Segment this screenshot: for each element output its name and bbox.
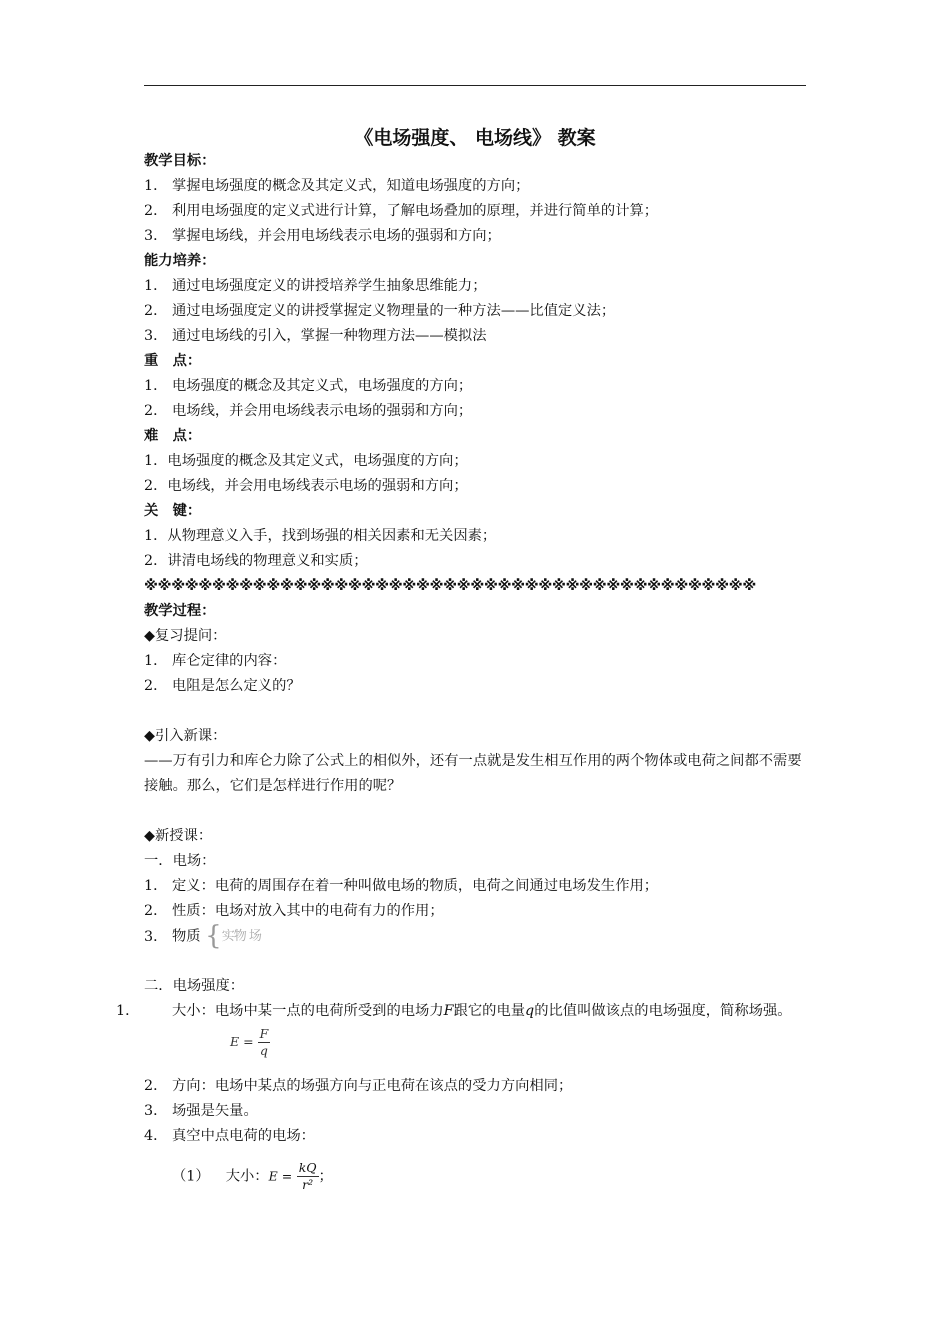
- list-item: 3． 场强是矢量。: [144, 1103, 258, 1119]
- brace-icon: {: [205, 921, 222, 951]
- new-lesson-heading: ◆新授课：: [144, 828, 213, 844]
- list-item: 4． 真空中点电荷的电场：: [144, 1128, 315, 1144]
- list-item: 2． 性质：电场对放入其中的电荷有力的作用；: [144, 903, 444, 919]
- document-body: [116, 149, 808, 1197]
- list-item: 2． 通过电场强度定义的讲授掌握定义物理量的一种方法——比值定义法；: [144, 303, 616, 319]
- formula-definition: E = $\frac{F}{q}$: [230, 1026, 269, 1058]
- electric-field-heading: 一．电场：: [144, 853, 216, 869]
- list-item: 2．讲清电场线的物理意义和实质；: [144, 553, 368, 569]
- intro-heading: ◆引入新课：: [144, 728, 227, 744]
- spacer: [144, 799, 808, 824]
- process-heading: 教学过程：: [144, 603, 216, 619]
- key-points-heading: 重 点：: [144, 353, 202, 369]
- list-item: 3． 物质 {实物 场: [144, 921, 261, 951]
- separator-line: ※※※※※※※※※※※※※※※※※※※※※※※※※※※※※※※※※※※※※※※※※※※※※: [144, 578, 756, 594]
- list-item: 2． 利用电场强度的定义式进行计算，了解电场叠加的原理，并进行简单的计算；: [144, 203, 659, 219]
- intro-paragraph: ——万有引力和库仑力除了公式上的相似外，还有一点就是发生相互作用的两个物体或电荷之间都不需要接触。那么，它们是怎样进行作用的呢？: [144, 753, 802, 794]
- objectives-heading: 教学目标：: [144, 153, 216, 169]
- spacer: [144, 949, 808, 974]
- document-title: 《电场强度、 电场线》 教案: [354, 127, 596, 149]
- list-item: 3． 掌握电场线，并会用电场线表示电场的强弱和方向；: [144, 228, 501, 244]
- list-item: 3． 通过电场线的引入，掌握一种物理方法——模拟法: [144, 328, 487, 344]
- list-item: 1． 大小：电场中某一点的电荷所受到的电场力F跟它的电量q的比值叫做该点的电场强度，简称场强。: [116, 1003, 792, 1019]
- list-item: 1． 库仑定律的内容：: [144, 653, 287, 669]
- list-item: 2． 电场线，并会用电场线表示电场的强弱和方向；: [144, 403, 473, 419]
- field-strength-heading: 二．电场强度：: [144, 978, 245, 994]
- list-item: 2． 电阻是怎么定义的？: [144, 678, 301, 694]
- point-charge-formula: （1） 大小：E = $\frac{kQ}{\text{r²}}$ ；: [172, 1160, 333, 1192]
- list-item: 1． 电场强度的概念及其定义式，电场强度的方向；: [144, 378, 473, 394]
- list-item: 1．从物理意义入手，找到场强的相关因素和无关因素；: [144, 528, 497, 544]
- abilities-heading: 能力培养：: [144, 253, 216, 269]
- keys-heading: 关 键：: [144, 503, 202, 519]
- list-item: 1． 定义：电荷的周围存在着一种叫做电场的物质，电荷之间通过电场发生作用；: [144, 878, 659, 894]
- spacer: [144, 699, 808, 724]
- review-heading: ◆复习提问：: [144, 628, 227, 644]
- list-item: 1． 通过电场强度定义的讲授培养学生抽象思维能力；: [144, 278, 487, 294]
- list-item: 1． 掌握电场强度的概念及其定义式，知道电场强度的方向；: [144, 178, 530, 194]
- difficulties-heading: 难 点：: [144, 428, 202, 444]
- faded-text: 实物 场: [221, 929, 261, 944]
- list-item: 2． 方向：电场中某点的场强方向与正电荷在该点的受力方向相同；: [144, 1078, 573, 1094]
- header-rule: [144, 85, 806, 86]
- list-item: 1．电场强度的概念及其定义式，电场强度的方向；: [144, 453, 468, 469]
- list-item: 2．电场线，并会用电场线表示电场的强弱和方向；: [144, 478, 468, 494]
